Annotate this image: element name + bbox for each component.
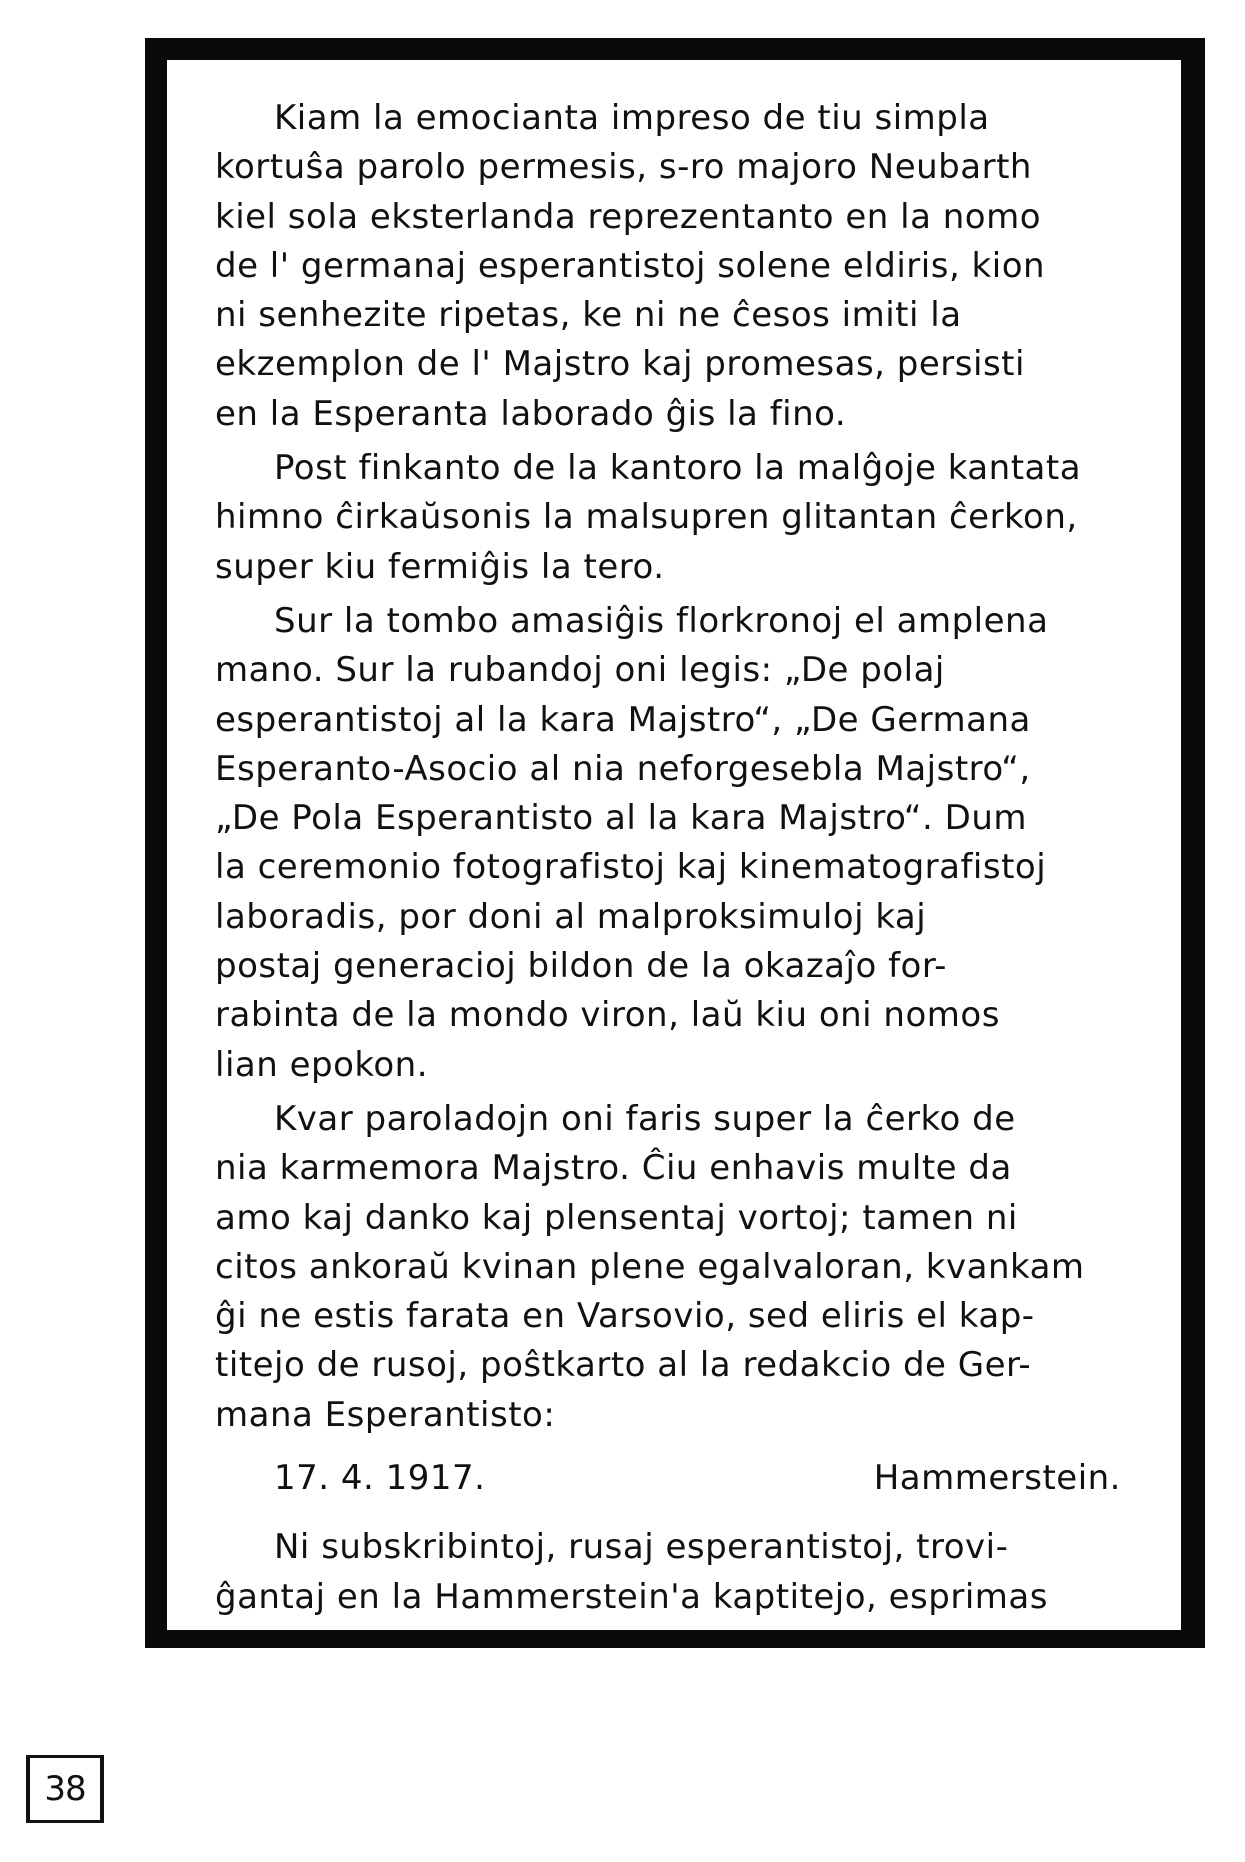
postcard-signer: Hammerstein. <box>873 1458 1121 1499</box>
paragraph-5: Ni subskribintoj, rusaj esperantistoj, trovi- ĝantaj en la Hammerstein'a kaptitejo, esprimas <box>215 1527 1048 1617</box>
paragraph-2: Post finkanto de la kantoro la malĝoje kantata himno ĉirkaŭsonis la malsupren glitantan ĉerkon, super kiu fermiĝis la tero. <box>215 448 1082 587</box>
paragraph-1: Kiam la emocianta impreso de tiu simpla kortuŝa parolo permesis, s-ro majoro Neubarth kiel sola eksterlanda reprezentanto en la nomo de l' germanaj esperantistoj solene eldiris, kion ni senhezite ripetas, ke ni ne ĉesos imiti la ekzemplon de l' Majstro kaj promesas, persisti en la Esperanta laborado ĝis la fino. <box>215 98 1046 434</box>
page-number: 38 <box>26 1755 104 1823</box>
article-body <box>215 94 1175 1627</box>
postcard-signature-line <box>215 1454 1175 1503</box>
postcard-date: 17. 4. 1917. <box>274 1458 486 1499</box>
paragraph-3: Sur la tombo amasiĝis florkronoj el amplena mano. Sur la rubandoj oni legis: „De polaj esperantistoj al la kara Majstro“, „De Germana Esperanto-Asocio al nia neforgesebla Majstro“, „De Pola Esperantisto al la kara Majstro“. Dum la ceremonio fotografistoj kaj kinematografistoj laboradis, por doni al malproksimuloj kaj postaj generacioj bildon de la okazaĵo for- rabinta de la mondo viron, laŭ kiu oni nomos lian epokon. <box>215 600 1049 1085</box>
paragraph-4: Kvar paroladojn oni faris super la ĉerko de nia karmemora Majstro. Ĉiu enhavis multe da amo kaj danko kaj plensentaj vortoj; tamen ni citos ankoraŭ kvinan plene egalvaloran, kvankam ĝi ne estis farata en Varsovio, sed eliris el kap- titejo de rusoj, poŝtkarto al la redakcio de Ger- mana Esperantisto: <box>215 1098 1085 1435</box>
black-border-frame <box>145 38 1205 1648</box>
